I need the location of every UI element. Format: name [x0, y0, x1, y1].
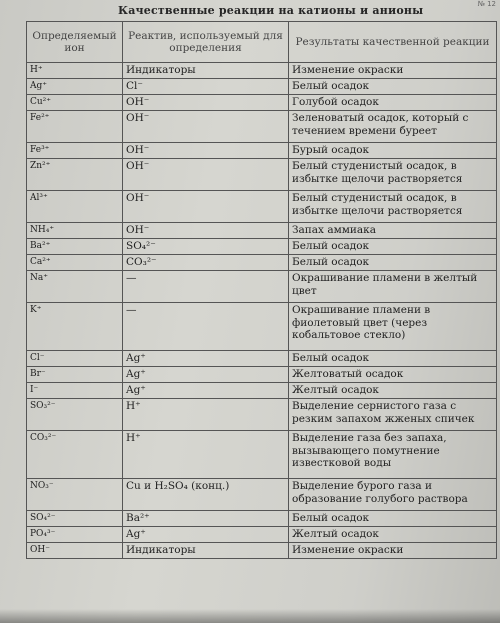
ion-cell: Cl⁻ [27, 351, 123, 367]
header-result: Результаты качественной реакции [289, 22, 497, 63]
table-body [27, 63, 497, 559]
ion-cell: K⁺ [27, 303, 123, 351]
ion-cell: H⁺ [27, 63, 123, 79]
result-cell: Белый осадок [289, 79, 497, 95]
reagent-cell: Индикаторы [123, 63, 289, 79]
table-row [27, 79, 497, 95]
result-cell: Белый осадок [289, 351, 497, 367]
result-cell: Зеленоватый осадок, который с течением времени буреет [289, 111, 497, 143]
reagent-cell: OH⁻ [123, 159, 289, 191]
page-number: № 12 [477, 0, 496, 8]
result-cell: Окрашивание пламени в желтый цвет [289, 271, 497, 303]
table-row [27, 255, 497, 271]
table-row [27, 399, 497, 431]
ion-cell: Zn²⁺ [27, 159, 123, 191]
result-cell: Белый осадок [289, 255, 497, 271]
ion-cell: Br⁻ [27, 367, 123, 383]
reagent-cell: Ag⁺ [123, 351, 289, 367]
result-cell: Белый осадок [289, 239, 497, 255]
result-cell: Изменение окраски [289, 543, 497, 559]
qualitative-reactions-table [26, 21, 497, 559]
table-row [27, 479, 497, 511]
result-cell: Голубой осадок [289, 95, 497, 111]
table-row [27, 191, 497, 223]
ion-cell: Ba²⁺ [27, 239, 123, 255]
table-row [27, 303, 497, 351]
reagent-cell: — [123, 303, 289, 351]
reagent-cell: Cl⁻ [123, 79, 289, 95]
table-row [27, 431, 497, 479]
header-row [27, 22, 497, 63]
table-row [27, 95, 497, 111]
ion-cell: I⁻ [27, 383, 123, 399]
ion-cell: NH₄⁺ [27, 223, 123, 239]
reagent-cell: Cu и H₂SO₄ (конц.) [123, 479, 289, 511]
ion-cell: SO₄²⁻ [27, 511, 123, 527]
reagent-cell: CO₃²⁻ [123, 255, 289, 271]
table-row [27, 239, 497, 255]
ion-cell: CO₃²⁻ [27, 431, 123, 479]
header-reagent: Реактив, используемый для определения [123, 22, 289, 63]
ion-cell: SO₃²⁻ [27, 399, 123, 431]
reagent-cell: H⁺ [123, 399, 289, 431]
result-cell: Желтый осадок [289, 527, 497, 543]
result-cell: Выделение газа без запаха, вызывающего помутнение известковой воды [289, 431, 497, 479]
reagent-cell: OH⁻ [123, 95, 289, 111]
result-cell: Белый осадок [289, 511, 497, 527]
reagent-cell: OH⁻ [123, 223, 289, 239]
table-row [27, 143, 497, 159]
result-cell: Желтоватый осадок [289, 367, 497, 383]
ion-cell: Cu²⁺ [27, 95, 123, 111]
table-row [27, 223, 497, 239]
reagent-cell: OH⁻ [123, 143, 289, 159]
table-row [27, 383, 497, 399]
result-cell: Окрашивание пламени в фиолетовый цвет (через кобальтовое стекло) [289, 303, 497, 351]
result-cell: Белый студенистый осадок, в избытке щелочи растворяется [289, 191, 497, 223]
reagent-cell: OH⁻ [123, 191, 289, 223]
result-cell: Запах аммиака [289, 223, 497, 239]
reagent-cell: Ba²⁺ [123, 511, 289, 527]
result-cell: Выделение бурого газа и образование голубого раствора [289, 479, 497, 511]
table-row [27, 159, 497, 191]
reagent-cell: Ag⁺ [123, 527, 289, 543]
table-row [27, 511, 497, 527]
result-cell: Бурый осадок [289, 143, 497, 159]
reagent-cell: OH⁻ [123, 111, 289, 143]
ion-cell: Al³⁺ [27, 191, 123, 223]
ion-cell: Fe³⁺ [27, 143, 123, 159]
ion-cell: Fe²⁺ [27, 111, 123, 143]
ion-cell: Ag⁺ [27, 79, 123, 95]
ion-cell: Ca²⁺ [27, 255, 123, 271]
header-ion: Определяемый ион [27, 22, 123, 63]
ion-cell: OH⁻ [27, 543, 123, 559]
table-row [27, 543, 497, 559]
ion-cell: PO₄³⁻ [27, 527, 123, 543]
result-cell: Желтый осадок [289, 383, 497, 399]
result-cell: Изменение окраски [289, 63, 497, 79]
page-edge-shadow [0, 609, 500, 623]
table-row [27, 63, 497, 79]
table-row [27, 351, 497, 367]
result-cell: Выделение сернистого газа с резким запахом жженых спичек [289, 399, 497, 431]
table-row [27, 271, 497, 303]
reagent-cell: H⁺ [123, 431, 289, 479]
reagent-cell: — [123, 271, 289, 303]
reagent-cell: Ag⁺ [123, 367, 289, 383]
reagent-cell: Индикаторы [123, 543, 289, 559]
reagent-cell: SO₄²⁻ [123, 239, 289, 255]
table-row [27, 367, 497, 383]
table-title: Качественные реакции на катионы и анионы [118, 4, 424, 17]
ion-cell: NO₃⁻ [27, 479, 123, 511]
table-row [27, 111, 497, 143]
reagent-cell: Ag⁺ [123, 383, 289, 399]
result-cell: Белый студенистый осадок, в избытке щелочи растворяется [289, 159, 497, 191]
table-row [27, 527, 497, 543]
ion-cell: Na⁺ [27, 271, 123, 303]
